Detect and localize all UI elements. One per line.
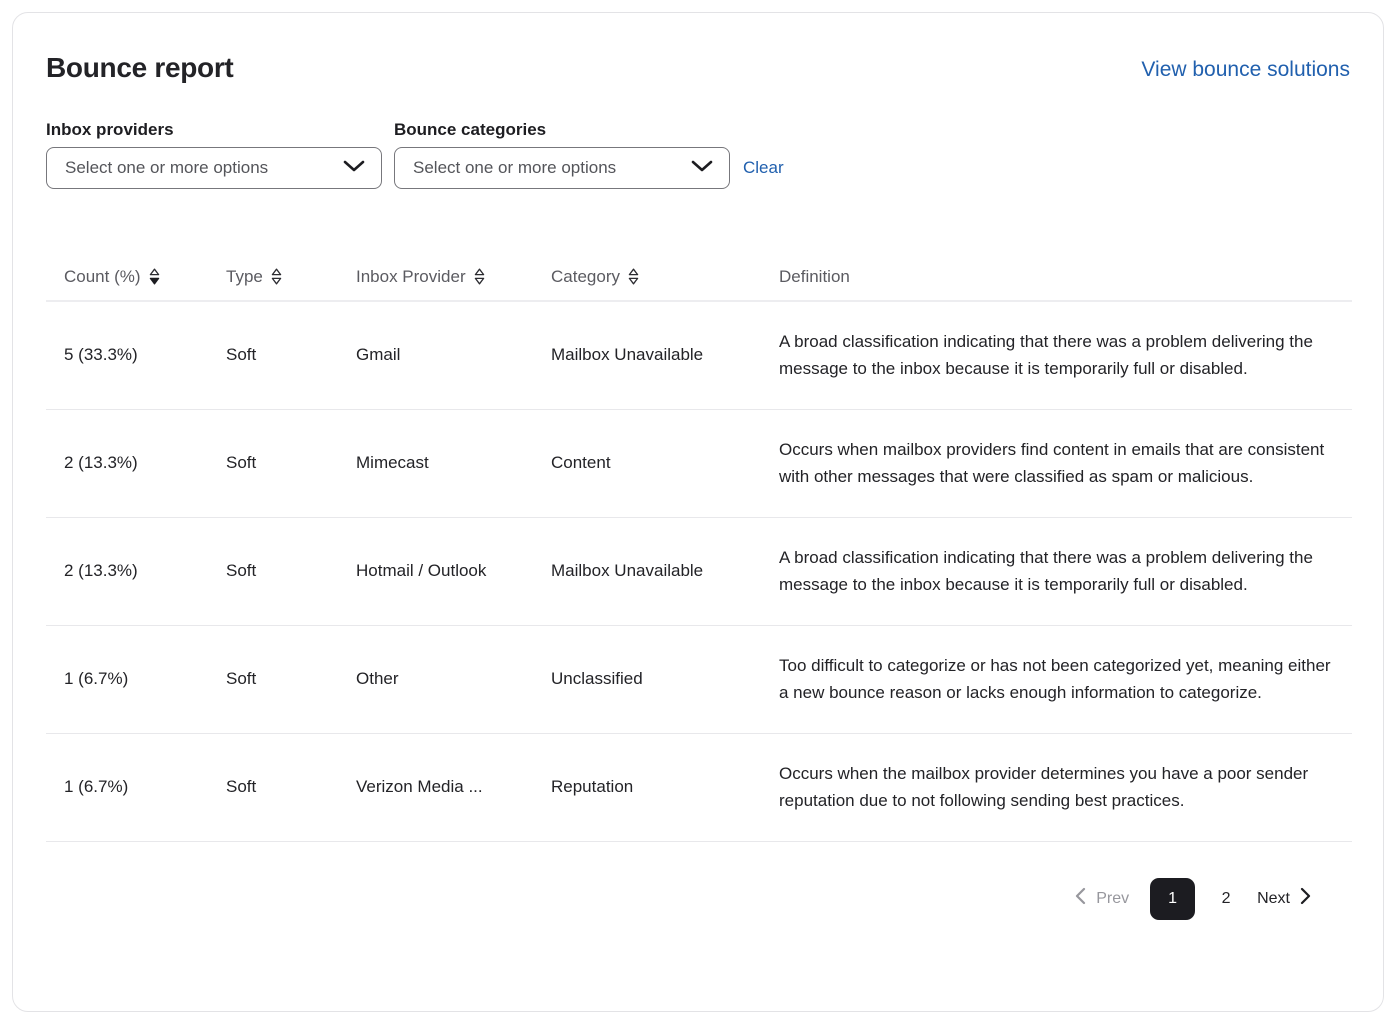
prev-page-button[interactable] [1075, 887, 1129, 910]
cell-category: Mailbox Unavailable [551, 345, 704, 365]
page-title: Bounce report [46, 52, 234, 83]
column-header-category[interactable] [551, 267, 779, 287]
chevron-right-icon [1300, 887, 1311, 910]
cell-inbox-provider: Verizon Media ... [356, 777, 483, 797]
sort-icon [628, 268, 639, 285]
cell-category: Content [551, 453, 611, 473]
column-header-inbox-provider-label: Inbox Provider [356, 266, 466, 286]
bounce-categories-filter [394, 120, 730, 189]
cell-inbox-provider: Other [356, 669, 399, 689]
chevron-left-icon [1075, 887, 1086, 910]
clear-filters-link[interactable]: Clear [743, 157, 784, 177]
column-header-category-label: Category [551, 266, 620, 286]
bounce-table [46, 267, 1352, 842]
table-header-row [46, 267, 1352, 302]
inbox-providers-filter [46, 120, 382, 189]
table-row [46, 410, 1352, 518]
cell-count: 2 (13.3%) [64, 561, 138, 581]
column-header-type-label: Type [226, 266, 263, 286]
column-header-count[interactable] [46, 267, 226, 287]
inbox-providers-label: Inbox providers [46, 119, 174, 139]
cell-type: Soft [226, 777, 257, 797]
cell-type: Soft [226, 561, 257, 581]
column-header-definition-label: Definition [779, 266, 850, 286]
column-header-definition [779, 267, 1352, 287]
cell-count: 5 (33.3%) [64, 345, 138, 365]
inbox-providers-select[interactable] [46, 147, 382, 189]
cell-category: Mailbox Unavailable [551, 561, 704, 581]
cell-count: 1 (6.7%) [64, 777, 129, 797]
cell-type: Soft [226, 453, 257, 473]
column-header-inbox-provider[interactable] [356, 267, 551, 287]
pagination [46, 878, 1350, 920]
sort-icon [271, 268, 282, 285]
bounce-categories-select[interactable] [394, 147, 730, 189]
chevron-down-icon [691, 159, 713, 177]
page-button-1[interactable]: 1 [1150, 878, 1195, 920]
sort-icon [474, 268, 485, 285]
cell-inbox-provider: Hotmail / Outlook [356, 561, 487, 581]
bounce-categories-label: Bounce categories [394, 119, 547, 139]
table-row [46, 518, 1352, 626]
cell-definition: Occurs when the mailbox provider determines you have a poor sender reputation due to not following sending best practices. [779, 764, 1309, 811]
next-label: Next [1257, 889, 1290, 907]
cell-type: Soft [226, 669, 257, 689]
card-header [46, 13, 1350, 84]
cell-inbox-provider: Gmail [356, 345, 401, 365]
cell-type: Soft [226, 345, 257, 365]
cell-count: 1 (6.7%) [64, 669, 129, 689]
inbox-providers-placeholder: Select one or more options [65, 157, 269, 177]
prev-label: Prev [1096, 889, 1130, 907]
cell-inbox-provider: Mimecast [356, 453, 429, 473]
column-header-count-label: Count (%) [64, 266, 141, 286]
table-row [46, 302, 1352, 410]
cell-definition: A broad classification indicating that there was a problem delivering the message to the inbox because it is temporarily full or disabled. [779, 548, 1313, 595]
cell-definition: Too difficult to categorize or has not been categorized yet, meaning either a new bounce reason or lacks enough information to categorize. [779, 656, 1331, 703]
bounce-categories-placeholder: Select one or more options [413, 157, 617, 177]
cell-count: 2 (13.3%) [64, 453, 138, 473]
cell-category: Unclassified [551, 669, 643, 689]
table-row [46, 626, 1352, 734]
cell-category: Reputation [551, 777, 634, 797]
view-bounce-solutions-link[interactable]: View bounce solutions [1141, 58, 1350, 81]
chevron-down-icon [343, 159, 365, 177]
column-header-type[interactable] [226, 267, 356, 287]
bounce-report-card [12, 12, 1384, 1012]
cell-definition: A broad classification indicating that there was a problem delivering the message to the inbox because it is temporarily full or disabled. [779, 332, 1313, 379]
sort-desc-icon [149, 268, 160, 285]
page-button-2[interactable]: 2 [1221, 889, 1231, 907]
cell-definition: Occurs when mailbox providers find content in emails that are consistent with other messages that were classified as spam or malicious. [779, 440, 1325, 487]
table-row [46, 734, 1352, 842]
filters-bar [46, 120, 1350, 189]
next-page-button[interactable] [1257, 887, 1311, 910]
